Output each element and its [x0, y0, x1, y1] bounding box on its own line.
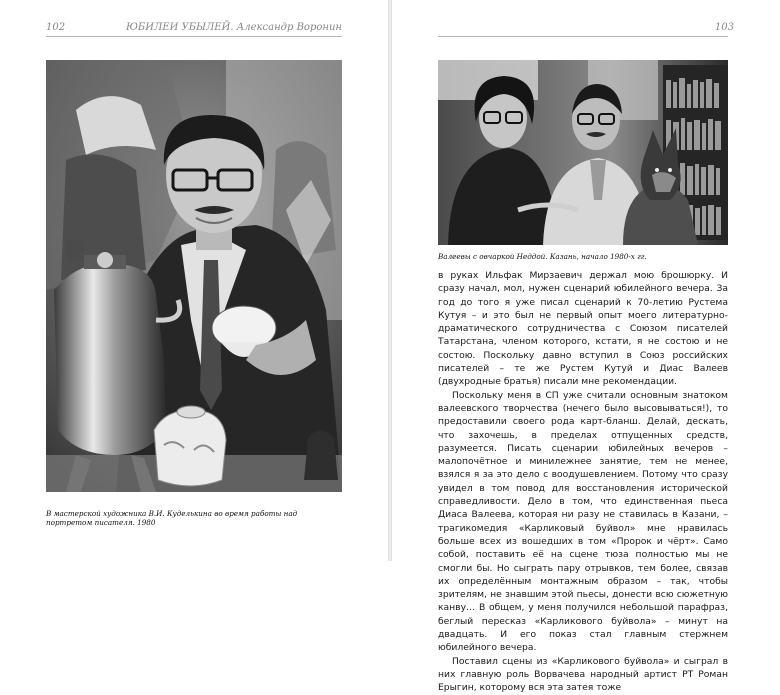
- photo-writer-with-samovar: [46, 60, 342, 492]
- running-title: ЮБИЛЕИ УБЫЛЕЙ. Александр Воронин: [126, 22, 342, 33]
- photo-couple-with-dog: [438, 60, 728, 245]
- photo-caption-left: В мастерской художника В.И. Куделькина во время работы над портретом писателя. 1980: [46, 509, 298, 527]
- paragraph-1: в руках Ильфак Мирзаевич держал мою брошюрку. И сразу начал, мол, нужен сценарий юбилейного вечера. За год до того я уже писал сценарий к 70-летию Рустема Кутуя – и это был не первый опыт моего литературно-драматического сотрудничества с Союзом писателей Татарстана, членом которого, кстати, я не состою и не состою. Поскольку давно вступил в Союз российских писателей – те же Рустем Кутуй и Диас Валеев (двухродные братья) писали мне рекомендации.: [438, 270, 728, 388]
- header-rule-right: [438, 36, 728, 37]
- photo-caption-right: Валеевы с овчаркой Неддой. Казань, начало 1980-х гг.: [438, 252, 647, 261]
- body-text: [438, 269, 728, 695]
- paragraph-3: Поставил сцены из «Карликового буйвола» и сыграл в них главную роль Ворвачева народный артист РТ Роман Ерыгин, которому вся эта затея тоже: [438, 655, 728, 694]
- right-page: [392, 0, 780, 694]
- page-number-left: 102: [46, 22, 66, 33]
- page-number-right: 103: [714, 22, 734, 33]
- header-rule-left: [46, 36, 342, 37]
- paragraph-2: Поскольку меня в СП уже считали основным знатоком валеевского творчества (нечего было высовываться!), то предоставили своего рода карт-бланш. Делай, дескать, что захочешь, в пределах отпущенных средств, разумеется. Писать сценарии юбилейных вечеров – малопочётное и минилежнее занятие, тем не менее, взялся я за это дело с воодушевлением. Потому что сразу увидел в том повод для восстановления исторической справедливости. Дело в том, что единственная пьеса Диаса Валеева, которая ни разу не ставилась в Казани, – трагикомедия «Карликовый буйвол» мне нравилась больше всех из вошедших в том «Пророк и чёрт». Само собой, поставить её на сцене тюза полностью мы не смогли бы. Но сыграть пару отрывков, тем более, связав их определённым монтажным образом – так, чтобы зрителям, не знавшим этой пьесы, донести всю сюжетную канву… В общем, у меня получился небольшой парафраз, беглый пересказ «Карликового буйвола» – минут на двадцать. И его показ стал главным стержнем юбилейного вечера.: [438, 389, 728, 654]
- left-page: [0, 0, 388, 561]
